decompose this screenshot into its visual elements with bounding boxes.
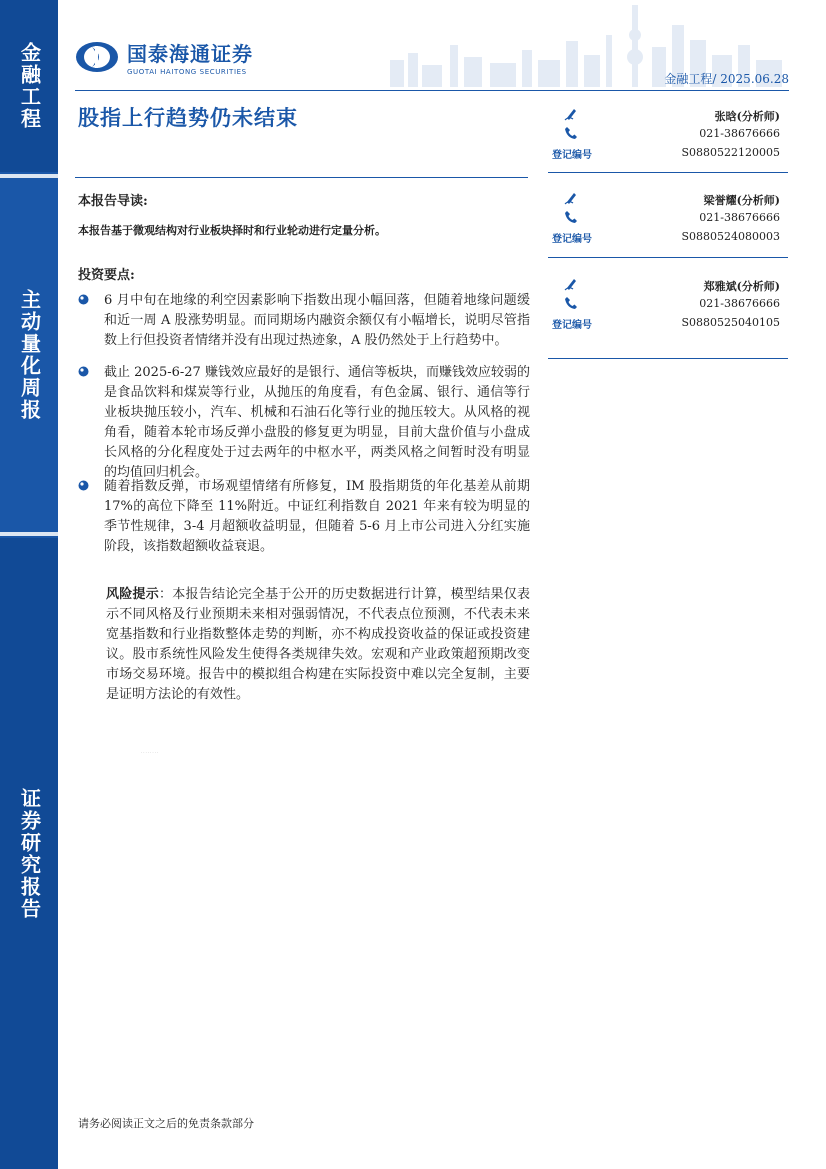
risk-label: 风险提示	[106, 587, 160, 602]
analyst-name: 郑雅斌(分析师)	[703, 280, 780, 293]
header-divider	[75, 90, 789, 91]
analyst-card	[552, 106, 788, 163]
sidebar-block-research-report: 证券研究报告	[0, 538, 58, 1169]
guide-text: 本报告基于微观结构对行业板块择时和行业轮动进行定量分析。	[78, 224, 386, 237]
bullet-icon	[78, 294, 89, 305]
analyst-name: 张晗(分析师)	[714, 110, 780, 123]
report-category-date: 金融工程/ 2025.06.28	[664, 72, 789, 86]
analyst-card	[552, 190, 788, 247]
bullet-icon	[78, 480, 89, 491]
analyst-card	[552, 276, 788, 333]
key-point-item	[78, 363, 530, 483]
pen-icon	[564, 191, 578, 205]
section-divider	[75, 177, 528, 178]
key-points-heading: 投资要点:	[78, 268, 135, 283]
analyst-phone: 021-38676666	[699, 127, 780, 140]
analyst-divider	[548, 358, 788, 359]
sidebar-divider	[0, 174, 58, 178]
key-point-text: 6 月中旬在地缘的利空因素影响下指数出现小幅回落，但随着地缘问题缓和近一周 A 股涨势明显。而同期场内融资余额仅有小幅增长，说明尽管指数上行但投资者情绪并没有出现过热迹象，A 股仍然处于上行趋势中。	[104, 293, 530, 348]
phone-icon	[564, 126, 578, 140]
analyst-divider	[548, 257, 788, 258]
key-point-text: 随着指数反弹，市场观望情绪有所修复，IM 股指期货的年化基差从前期 17%的高位下降至 11%附近。中证红利指数自 2021 年来有较为明显的季节性规律，3-4 月超额收益明显，但随着 5-6 月上市公司进入分红实施阶段，该指数超额收益衰退。	[104, 479, 530, 554]
logo-chinese-name: 国泰海通证券	[127, 42, 253, 66]
phone-icon	[564, 210, 578, 224]
key-point-text: 截止 2025-6-27 赚钱效应最好的是银行、通信等板块，而赚钱效应较弱的是食品饮料和煤炭等行业，从抛压的角度看，有色金属、银行、通信等行业板块抛压较小，汽车、机械和石油石化等行业的抛压较大。从风格的视角看，随着本轮市场反弹小盘股的修复更为明显，目前大盘价值与小盘成长风格的分化程度处于过去两年的中枢水平，两类风格之间暂时没有明显的均值回归机会。	[104, 365, 530, 480]
pen-icon	[564, 277, 578, 291]
registration-label: 登记编号	[552, 320, 592, 331]
risk-warning	[106, 585, 530, 705]
disclaimer-footer: 请务必阅读正文之后的免责条款部分	[78, 1117, 254, 1130]
company-logo	[75, 38, 253, 76]
analyst-phone: 021-38676666	[699, 297, 780, 310]
phone-icon	[564, 296, 578, 310]
key-point-item	[78, 291, 530, 351]
page-title: 股指上行趋势仍未结束	[78, 105, 298, 130]
logo-english-name: GUOTAI HAITONG SECURITIES	[127, 68, 247, 76]
logo-mark-icon	[75, 41, 119, 73]
registration-number: S0880525040105	[681, 316, 780, 329]
guide-heading: 本报告导读:	[78, 194, 148, 209]
analyst-phone: 021-38676666	[699, 211, 780, 224]
sidebar-divider	[0, 532, 58, 536]
pen-icon	[564, 107, 578, 121]
key-point-item	[78, 477, 530, 557]
risk-text: ：本报告结论完全基于公开的历史数据进行计算，模型结果仅表示不同风格及行业预期未来相对强弱情况，不代表点位预测，不代表未来宽基指数和行业指数整体走势的判断，亦不构成投资收益的保证或投资建议。股市系统性风险发生使得各类规律失效。宏观和产业政策超预期改变市场交易环境。报告中的模拟组合构建在实际投资中难以完全复制，主要是证明方法论的有效性。	[106, 587, 530, 702]
sidebar-block-finance-engineering: 金融工程	[0, 0, 58, 172]
registration-label: 登记编号	[552, 234, 592, 245]
analyst-name: 梁誉耀(分析师)	[703, 194, 780, 207]
sidebar-block-weekly: 主动量化周报	[0, 180, 58, 530]
registration-label: 登记编号	[552, 150, 592, 161]
registration-number: S0880522120005	[681, 146, 780, 159]
bullet-icon	[78, 366, 89, 377]
tiny-dots: ........	[141, 749, 160, 754]
registration-number: S0880524080003	[681, 230, 780, 243]
analyst-divider	[548, 172, 788, 173]
